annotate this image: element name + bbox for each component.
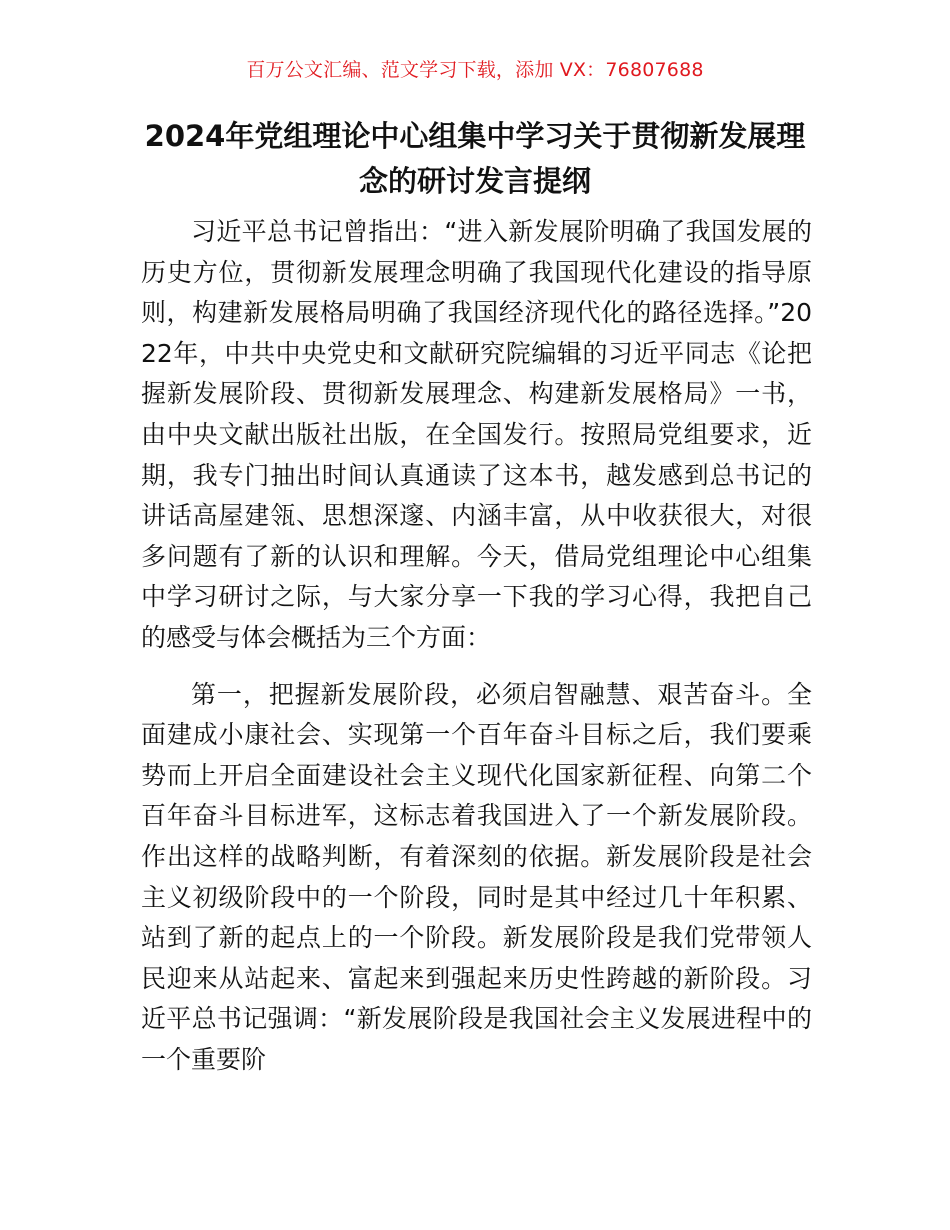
header-note: 百万公文汇编、范文学习下载，添加 VX：76807688 [246, 59, 704, 81]
paragraph-intro: 习近平总书记曾指出：“进入新发展阶明确了我国发展的历史方位，贯彻新发展理念明确了我国现代化建设的指导原则，构建新发展格局明确了我国经济现代化的路径选择。”2022年，中共中央党史和文献研究院编辑的习近平同志《论把握新发展阶段、贯彻新发展理念、构建新发展格局》一书，由中央文献出版社出版，在全国发行。按照局党组要求，近期，我专门抽出时间认真通读了这本书，越发感到总书记的讲话高屋建瓴、思想深邃、内涵丰富，从中收获很大，对很多问题有了新的认识和理解。今天，借局党组理论中心组集中学习研讨之际，与大家分享一下我的学习心得，我把自己的感受与体会概括为三个方面： [141, 217, 812, 652]
document-title: 2024年党组理论中心组集中学习关于贯彻新发展理念的研讨发言提纲 [144, 119, 806, 198]
paragraph-first-point: 第一，把握新发展阶段，必须启智融慧、艰苦奋斗。全面建成小康社会、实现第一个百年奋斗目标之后，我们要乘势而上开启全面建设社会主义现代化国家新征程、向第二个百年奋斗目标进军，这标志着我国进入了一个新发展阶段。作出这样的战略判断，有着深刻的依据。新发展阶段是社会主义初级阶段中的一个阶段，同时是其中经过几十年积累、站到了新的起点上的一个阶段。新发展阶段是我们党带领人民迎来从站起来、富起来到强起来历史性跨越的新阶段。习近平总书记强调：“新发展阶段是我国社会主义发展进程中的一个重要阶 [141, 679, 812, 1074]
document-body [141, 212, 812, 1080]
